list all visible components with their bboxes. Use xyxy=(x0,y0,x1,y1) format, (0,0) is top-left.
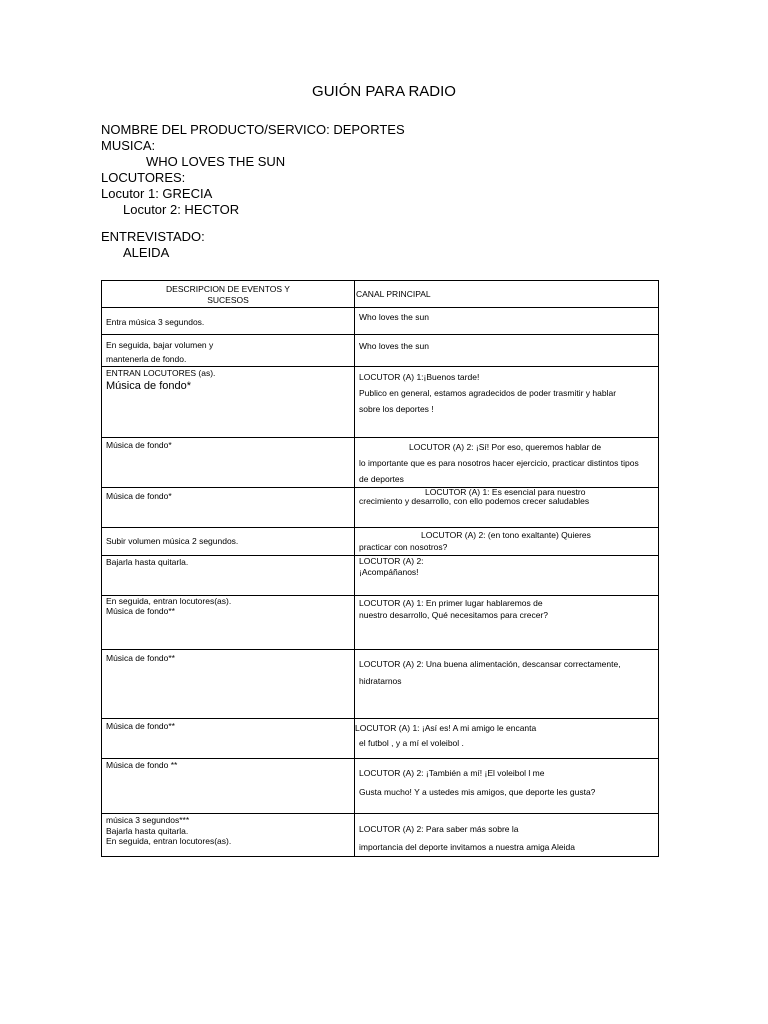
table-row xyxy=(102,488,659,528)
script-table xyxy=(101,280,659,857)
row-channel-cell: LOCUTOR (A) 1: Es esencial para nuestro crecimiento y desarrollo, con ello podemos crecer saludables xyxy=(355,488,659,528)
table-row xyxy=(102,759,659,814)
row-channel-cell: LOCUTOR (A) 2: ¡Sí! Por eso, queremos hablar de lo importante que es para nosotros hacer ejercicio, practicar distintos tipos de deportes xyxy=(355,438,659,488)
table-row xyxy=(102,335,659,367)
entrevistado-value: ALEIDA xyxy=(123,245,170,260)
entrevistado-label: ENTREVISTADO: xyxy=(101,229,205,244)
row-channel-cell: LOCUTOR (A) 1: ¡Así es! A mi amigo le encanta el futbol , y a mí el voleibol . xyxy=(355,719,659,759)
locutor-2: Locutor 2: HECTOR xyxy=(123,202,240,217)
table-row xyxy=(102,650,659,719)
row-event-cell: Música de fondo** xyxy=(102,719,355,759)
row-event-cell: Bajarla hasta quitarla. xyxy=(102,556,355,596)
table-row xyxy=(102,528,659,556)
musica-value: WHO LOVES THE SUN xyxy=(146,154,286,169)
locutor-1: Locutor 1: GRECIA xyxy=(101,186,213,201)
row-channel-cell: LOCUTOR (A) 1:¡Buenos tarde! Publico en general, estamos agradecidos de poder trasmitir y hablar sobre los deportes ! xyxy=(355,367,659,438)
musica-label: MUSICA: xyxy=(101,138,156,153)
col1-header: DESCRIPCION DE EVENTOS Y SUCESOS xyxy=(102,281,355,308)
row-channel-cell: Who loves the sun xyxy=(355,335,659,367)
row-event-cell: En seguida, entran locutores(as). Música de fondo** xyxy=(102,596,355,650)
row-channel-cell: LOCUTOR (A) 2: Una buena alimentación, descansar correctamente, hidratarnos xyxy=(355,650,659,719)
document-title: GUIÓN PARA RADIO xyxy=(312,83,456,100)
row-channel-cell: LOCUTOR (A) 1: En primer lugar hablaremos de nuestro desarrollo, Qué necesitamos para crecer? xyxy=(355,596,659,650)
table-header-row xyxy=(102,281,659,308)
row-event-cell: Música de fondo** xyxy=(102,650,355,719)
table-row xyxy=(102,596,659,650)
col2-header: CANAL PRINCIPAL xyxy=(355,281,659,308)
row-event-cell: Entra música 3 segundos. xyxy=(102,308,355,335)
row-channel-cell: LOCUTOR (A) 2: ¡Acompáñanos! xyxy=(355,556,659,596)
row-channel-cell: LOCUTOR (A) 2: ¡También a mí! ¡El voleibol l me Gusta mucho! Y a ustedes mis amigos, que deporte les gusta? xyxy=(355,759,659,814)
row-channel-cell: LOCUTOR (A) 2: Para saber más sobre la importancia del deporte invitamos a nuestra amiga Aleida xyxy=(355,814,659,857)
producto-line: NOMBRE DEL PRODUCTO/SERVICO: DEPORTES xyxy=(101,122,405,137)
row-event-cell: ENTRAN LOCUTORES (as). Música de fondo* xyxy=(102,367,355,438)
locutores-label: LOCUTORES: xyxy=(101,170,186,185)
row-event-cell: Música de fondo* xyxy=(102,438,355,488)
row-event-cell: Música de fondo ** xyxy=(102,759,355,814)
table-row xyxy=(102,438,659,488)
table-row xyxy=(102,367,659,438)
row-event-cell: Subir volumen música 2 segundos. xyxy=(102,528,355,556)
table-row xyxy=(102,719,659,759)
table-row xyxy=(102,556,659,596)
row-event-cell: Música de fondo* xyxy=(102,488,355,528)
row-event-cell: música 3 segundos*** Bajarla hasta quitarla. En seguida, entran locutores(as). xyxy=(102,814,355,857)
row-channel-cell: Who loves the sun xyxy=(355,308,659,335)
table-row xyxy=(102,814,659,857)
row-event-cell: En seguida, bajar volumen y mantenerla de fondo. xyxy=(102,335,355,367)
row-channel-cell: LOCUTOR (A) 2: (en tono exaltante) Quieres practicar con nosotros? xyxy=(355,528,659,556)
table-row xyxy=(102,308,659,335)
